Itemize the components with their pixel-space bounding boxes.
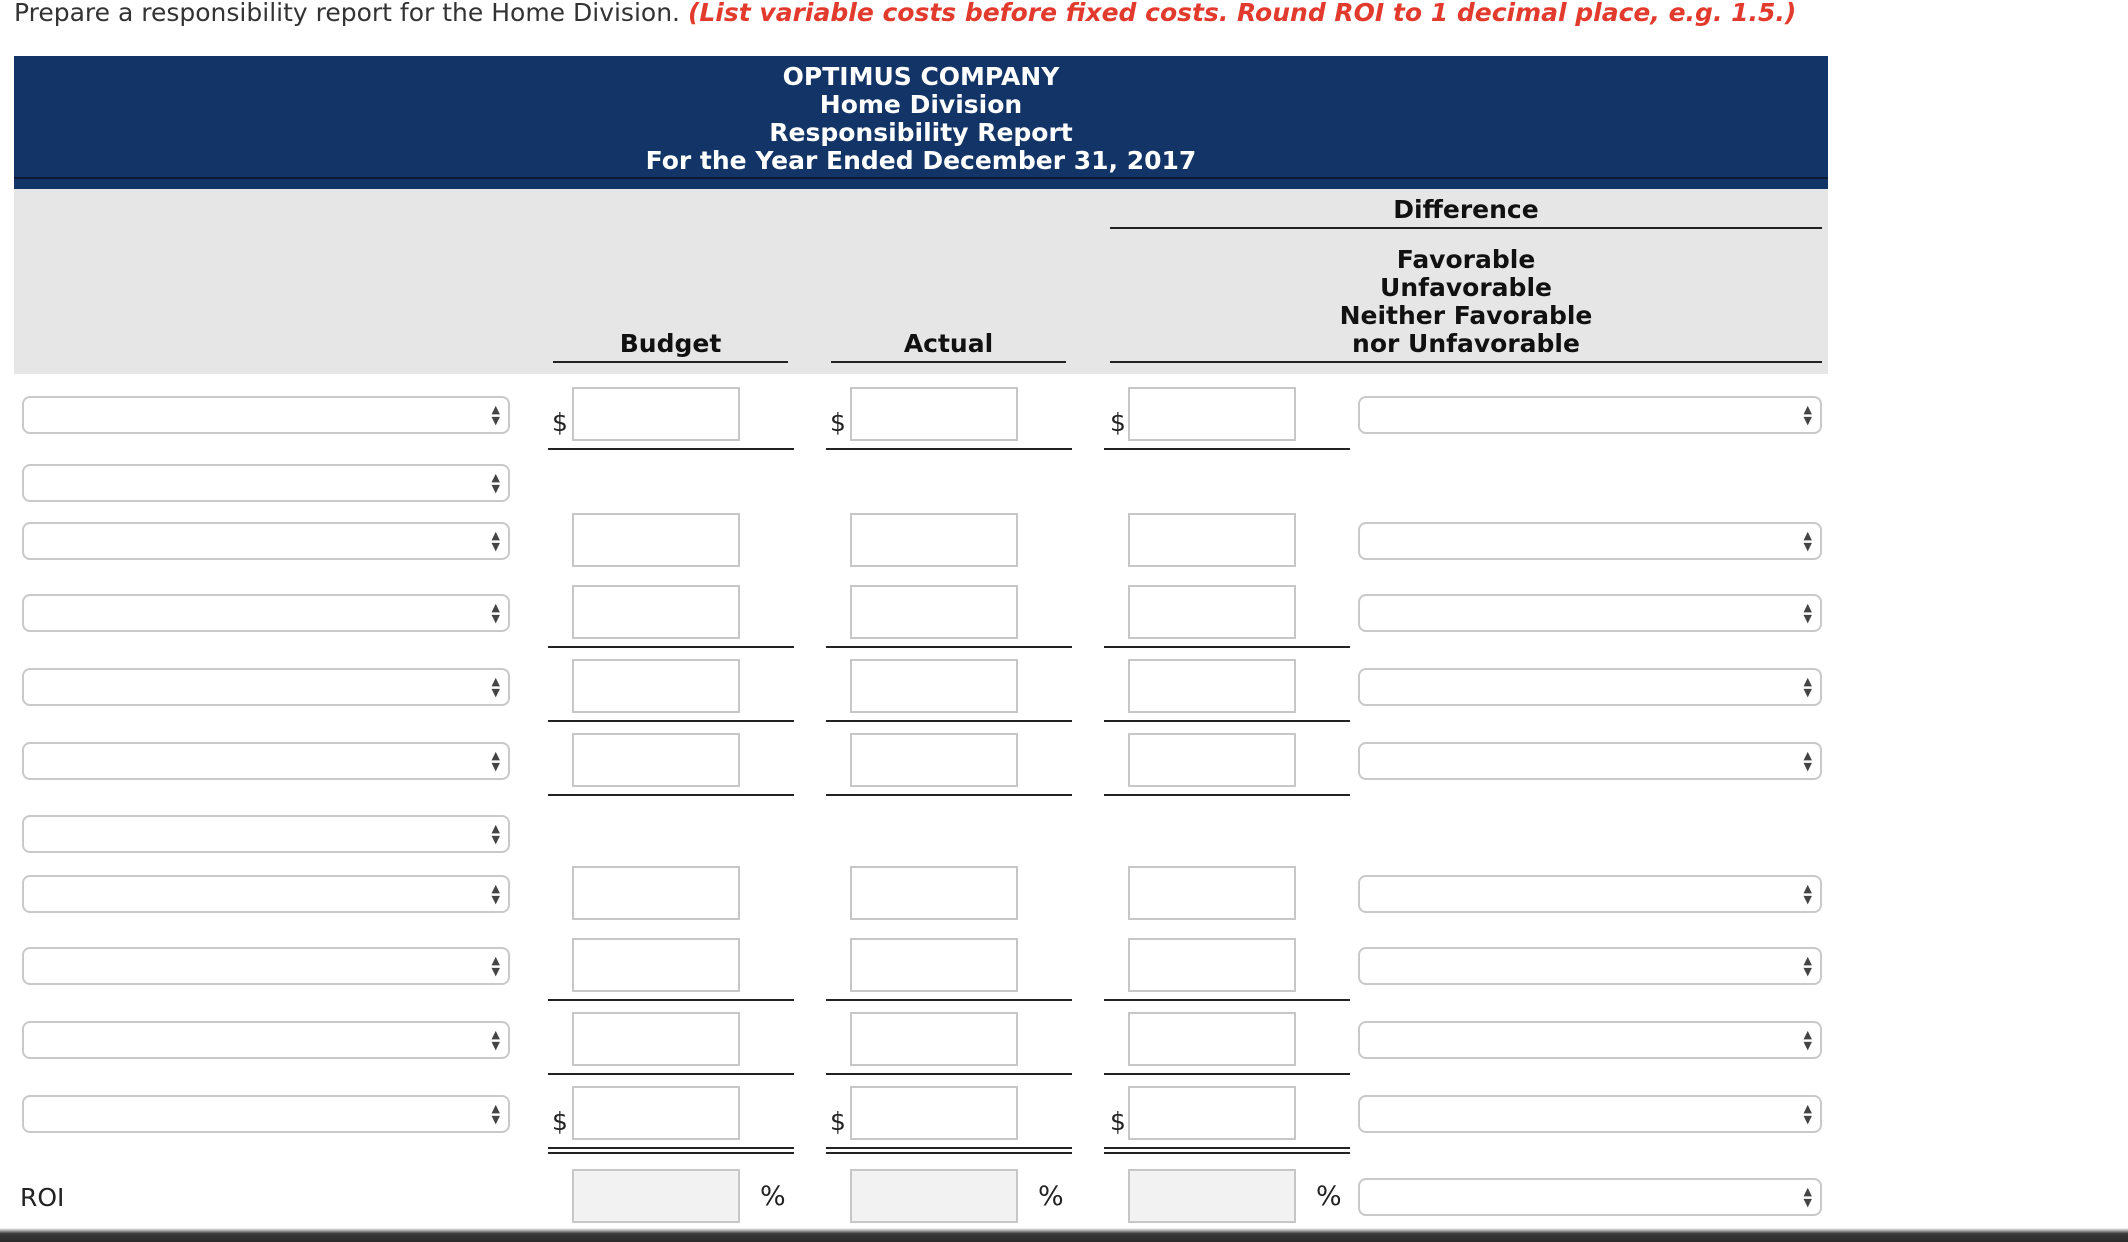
budget-rule-1 [548, 448, 794, 450]
select-arrows-icon: ▲ ▼ [1803, 601, 1812, 625]
select-arrows-icon: ▲ ▼ [1803, 675, 1812, 699]
assessment-neither: Neither Favorable [1339, 301, 1593, 330]
difference-input-5[interactable] [1128, 659, 1296, 713]
dollar-sign: $ [1110, 408, 1126, 437]
header-rule [14, 177, 1828, 179]
budget-input-11[interactable] [572, 1086, 740, 1140]
difference-input-4[interactable] [1128, 585, 1296, 639]
select-arrows-icon: ▲ ▼ [491, 403, 500, 427]
instruction-main: Prepare a responsibility report for the Home Division. [14, 0, 680, 27]
assessment-select-1[interactable] [1358, 396, 1822, 434]
line-item-select-11[interactable] [22, 1095, 510, 1133]
budget-underline [553, 361, 788, 363]
actual-input-9[interactable] [850, 938, 1018, 992]
actual-rule-1 [826, 448, 1072, 450]
dollar-sign: $ [552, 1107, 568, 1136]
difference-input-6[interactable] [1128, 733, 1296, 787]
actual-rule-9 [826, 999, 1072, 1001]
line-item-select-9[interactable] [22, 947, 510, 985]
select-arrows-icon: ▲ ▼ [1803, 1185, 1812, 1209]
budget-rule-4 [548, 646, 794, 648]
difference-input-12[interactable] [1128, 1169, 1296, 1223]
select-arrows-icon: ▲ ▼ [1803, 403, 1812, 427]
percent-sign: % [1316, 1181, 1342, 1212]
difference-input-10[interactable] [1128, 1012, 1296, 1066]
dollar-sign: $ [830, 1107, 846, 1136]
difference-rule-10 [1104, 1073, 1350, 1075]
assessment-nor: nor Unfavorable [1352, 329, 1580, 358]
assessment-unfavorable: Unfavorable [1380, 273, 1552, 302]
actual-heading: Actual [903, 329, 994, 358]
actual-input-8[interactable] [850, 866, 1018, 920]
assessment-select-6[interactable] [1358, 742, 1822, 780]
assessment-heading [1300, 246, 1632, 358]
difference-input-11[interactable] [1128, 1086, 1296, 1140]
difference-rule-1 [1104, 448, 1350, 450]
budget-input-10[interactable] [572, 1012, 740, 1066]
report-header [14, 56, 1828, 189]
assessment-select-4[interactable] [1358, 594, 1822, 632]
difference-rule-6 [1104, 794, 1350, 796]
difference-rule-double-11 [1104, 1152, 1350, 1154]
actual-input-3[interactable] [850, 513, 1018, 567]
report-title: Responsibility Report [769, 118, 1073, 147]
budget-input-4[interactable] [572, 585, 740, 639]
actual-rule-5 [826, 720, 1072, 722]
select-arrows-icon: ▲ ▼ [491, 1102, 500, 1126]
budget-input-3[interactable] [572, 513, 740, 567]
select-arrows-icon: ▲ ▼ [491, 675, 500, 699]
actual-underline [831, 361, 1066, 363]
select-arrows-icon: ▲ ▼ [491, 601, 500, 625]
actual-rule-11 [826, 1147, 1072, 1149]
line-item-select-6[interactable] [22, 742, 510, 780]
budget-rule-6 [548, 794, 794, 796]
select-arrows-icon: ▲ ▼ [1803, 1028, 1812, 1052]
select-arrows-icon: ▲ ▼ [491, 822, 500, 846]
instruction-text [14, 0, 1796, 27]
select-arrows-icon: ▲ ▼ [1803, 749, 1812, 773]
actual-rule-10 [826, 1073, 1072, 1075]
line-item-select-2[interactable] [22, 464, 510, 502]
select-arrows-icon: ▲ ▼ [491, 529, 500, 553]
budget-input-9[interactable] [572, 938, 740, 992]
actual-input-4[interactable] [850, 585, 1018, 639]
assessment-select-8[interactable] [1358, 875, 1822, 913]
line-item-select-7[interactable] [22, 815, 510, 853]
select-arrows-icon: ▲ ▼ [1803, 882, 1812, 906]
roi-label: ROI [20, 1183, 65, 1212]
company-name: OPTIMUS COMPANY [782, 62, 1060, 91]
difference-input-8[interactable] [1128, 866, 1296, 920]
line-item-select-1[interactable] [22, 396, 510, 434]
actual-rule-6 [826, 794, 1072, 796]
actual-rule-4 [826, 646, 1072, 648]
assessment-select-10[interactable] [1358, 1021, 1822, 1059]
select-arrows-icon: ▲ ▼ [491, 954, 500, 978]
assessment-underline [1110, 361, 1822, 363]
actual-input-10[interactable] [850, 1012, 1018, 1066]
budget-input-1[interactable] [572, 387, 740, 441]
instruction-note: (List variable costs before fixed costs. Round ROI to 1 decimal place, e.g. 1.5.) [687, 0, 1797, 27]
actual-input-12[interactable] [850, 1169, 1018, 1223]
actual-input-11[interactable] [850, 1086, 1018, 1140]
assessment-select-12[interactable] [1358, 1178, 1822, 1216]
dollar-sign: $ [1110, 1107, 1126, 1136]
difference-heading: Difference [1393, 195, 1539, 224]
difference-rule-4 [1104, 646, 1350, 648]
budget-rule-double-11 [548, 1152, 794, 1154]
dollar-sign: $ [552, 408, 568, 437]
percent-sign: % [1038, 1181, 1064, 1212]
assessment-select-11[interactable] [1358, 1095, 1822, 1133]
select-arrows-icon: ▲ ▼ [491, 882, 500, 906]
difference-input-1[interactable] [1128, 387, 1296, 441]
budget-rule-10 [548, 1073, 794, 1075]
assessment-select-3[interactable] [1358, 522, 1822, 560]
difference-rule-5 [1104, 720, 1350, 722]
budget-input-5[interactable] [572, 659, 740, 713]
difference-input-9[interactable] [1128, 938, 1296, 992]
actual-input-1[interactable] [850, 387, 1018, 441]
budget-rule-11 [548, 1147, 794, 1149]
budget-input-12[interactable] [572, 1169, 740, 1223]
difference-input-3[interactable] [1128, 513, 1296, 567]
difference-underline [1110, 227, 1822, 229]
actual-input-5[interactable] [850, 659, 1018, 713]
budget-rule-5 [548, 720, 794, 722]
actual-input-6[interactable] [850, 733, 1018, 787]
assessment-select-5[interactable] [1358, 668, 1822, 706]
line-item-select-3[interactable] [22, 522, 510, 560]
difference-rule-11 [1104, 1147, 1350, 1149]
select-arrows-icon: ▲ ▼ [491, 749, 500, 773]
division-name: Home Division [819, 90, 1023, 119]
select-arrows-icon: ▲ ▼ [491, 471, 500, 495]
select-arrows-icon: ▲ ▼ [1803, 954, 1812, 978]
line-item-select-8[interactable] [22, 875, 510, 913]
dollar-sign: $ [830, 408, 846, 437]
select-arrows-icon: ▲ ▼ [1803, 529, 1812, 553]
select-arrows-icon: ▲ ▼ [491, 1028, 500, 1052]
assessment-select-9[interactable] [1358, 947, 1822, 985]
budget-input-8[interactable] [572, 866, 740, 920]
line-item-select-4[interactable] [22, 594, 510, 632]
report-period: For the Year Ended December 31, 2017 [645, 146, 1197, 175]
window-bottom-bar [0, 1228, 2128, 1242]
assessment-favorable: Favorable [1396, 245, 1536, 274]
difference-rule-9 [1104, 999, 1350, 1001]
actual-rule-double-11 [826, 1152, 1072, 1154]
line-item-select-5[interactable] [22, 668, 510, 706]
select-arrows-icon: ▲ ▼ [1803, 1102, 1812, 1126]
budget-heading: Budget [619, 329, 722, 358]
budget-rule-9 [548, 999, 794, 1001]
budget-input-6[interactable] [572, 733, 740, 787]
line-item-select-10[interactable] [22, 1021, 510, 1059]
percent-sign: % [760, 1181, 786, 1212]
